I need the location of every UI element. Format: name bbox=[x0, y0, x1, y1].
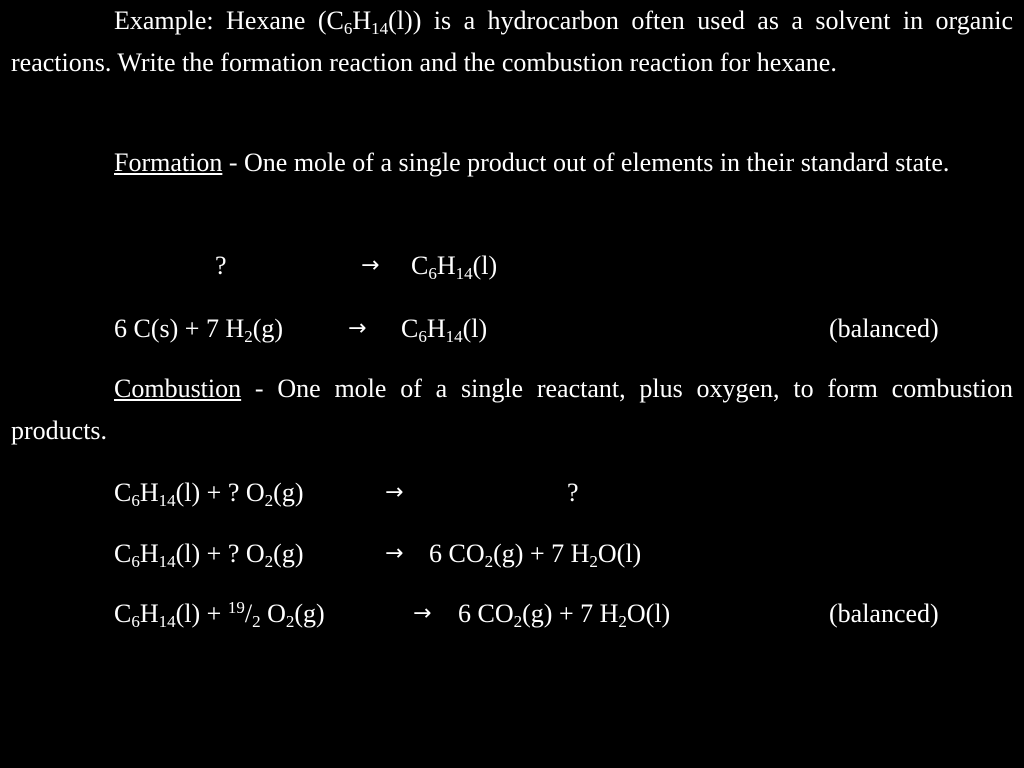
fraction-numerator: 19 bbox=[227, 598, 245, 617]
slide: Example: Hexane $(C_6H_{14}(l))$ is a hydrocarbon often used as a solvent in organic reactions. Write the formation reaction and the combustion reaction for hexane. Formation - One mole of a single product out of elements in their standard state. ? → $C_6H_{14}(l)$ 6 C(s) + 7 $H_2(g)$ → $C_6H_{14}(l)$ (balanced) Combustion - One mole of a single reactant, plus oxygen, to form combustion products. $C_6H_{14}(l)$ + ? $O_2(g)$ → ? $C_6H_{14}(l)$ + ? $O_2(g)$ → 6 $CO_2(g) + 7$ $H_2O(l)$ $C_6H_{14}(l) + ^{19}/_2$ $O_2(g)$ → 6 $CO_2(g) + 7$ $H_2O(l)$ (balanced) bbox=[0, 0, 1024, 768]
formation-term: Formation bbox=[114, 148, 223, 177]
example-paragraph: Example: Hexane $(C_6H_{14}(l))$ is a hydrocarbon often used as a solvent in organic reactions. Write the formation reaction and the combustion reaction for hexane. bbox=[11, 6, 1014, 77]
combustion-definition: Combustion - One mole of a single reactant, plus oxygen, to form combustion products. bbox=[11, 374, 1013, 445]
reaction-arrow: → bbox=[361, 253, 380, 278]
balanced-note: (balanced) bbox=[829, 314, 939, 343]
reaction-arrow: → bbox=[348, 316, 367, 341]
reaction-arrow: → bbox=[385, 541, 404, 566]
reaction-arrow: → bbox=[413, 601, 432, 626]
fraction-denominator: 2 bbox=[252, 612, 261, 631]
formation-definition: Formation - One mole of a single product out of elements in their standard state. bbox=[114, 148, 950, 177]
reaction-arrow: → bbox=[385, 480, 404, 505]
combustion-term: Combustion bbox=[114, 374, 242, 403]
balanced-note: (balanced) bbox=[829, 599, 939, 628]
